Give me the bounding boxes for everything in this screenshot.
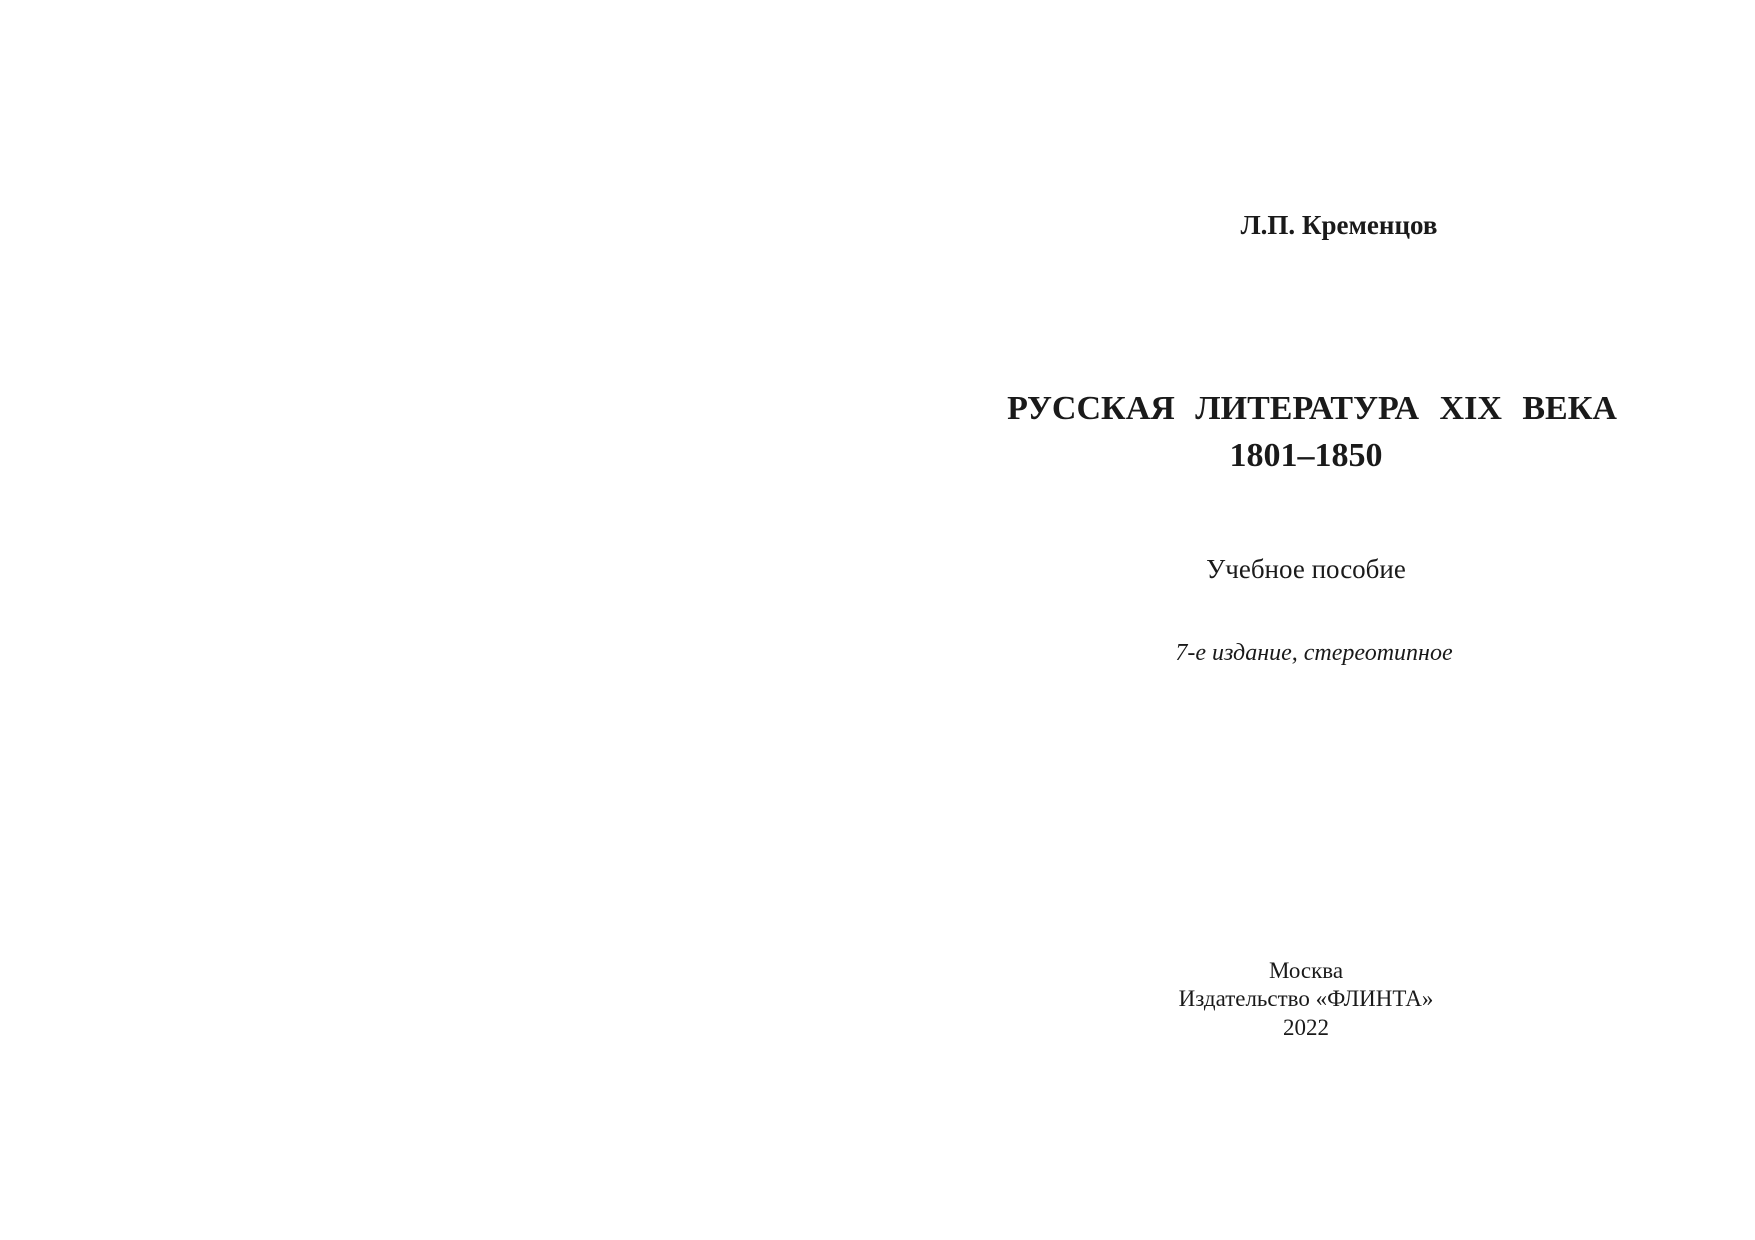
book-title: РУССКАЯ ЛИТЕРАТУРА XIX ВЕКА — [1007, 390, 1617, 427]
book-subtitle: Учебное пособие — [1206, 554, 1406, 584]
imprint-year: 2022 — [1283, 1015, 1329, 1040]
left-page-blank — [0, 0, 877, 1240]
imprint-city: Москва — [1268, 958, 1344, 983]
book-title-years: 1801–1850 — [1229, 437, 1383, 474]
title-page — [877, 0, 1755, 1240]
author-name: Л.П. Кременцов — [1240, 210, 1438, 240]
edition-note: 7-е издание, стереотипное — [1175, 640, 1453, 666]
imprint-publisher: Издательство «ФЛИНТА» — [1178, 986, 1434, 1011]
